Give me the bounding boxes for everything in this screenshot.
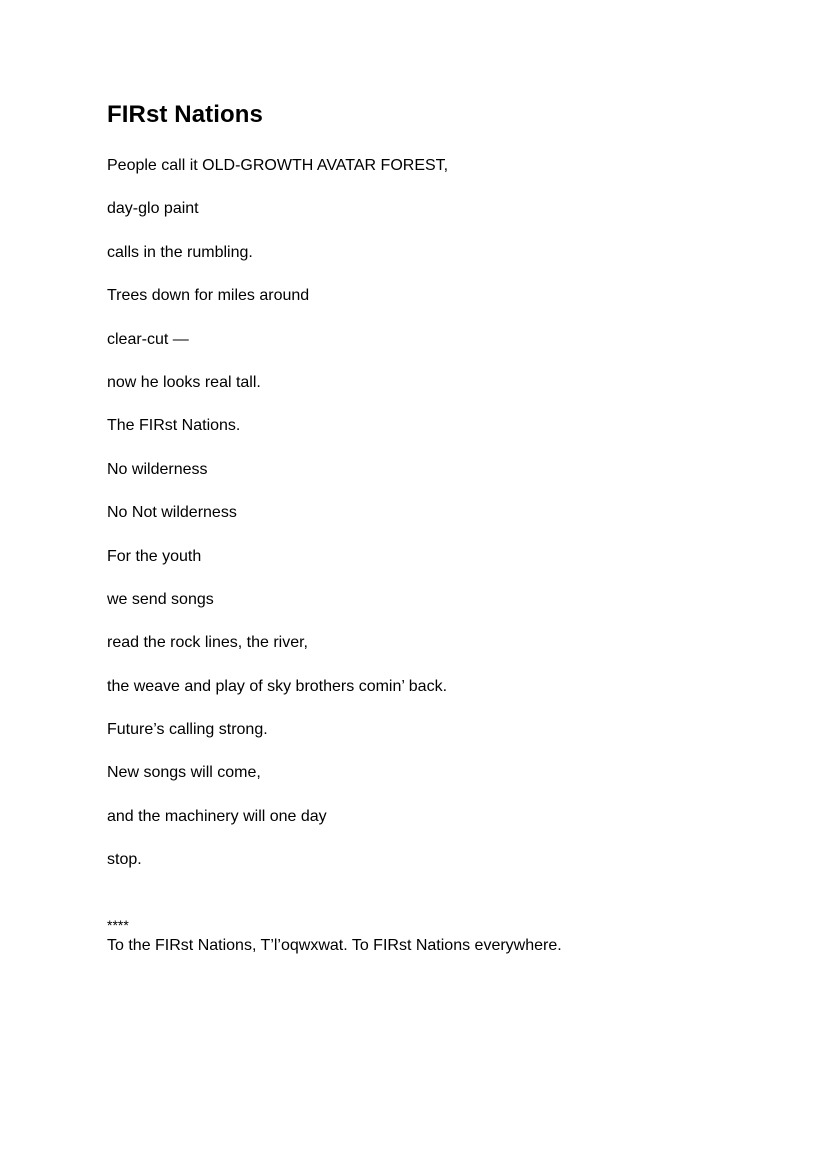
poem-line: No Not wilderness (107, 504, 237, 522)
poem-line: day-glo paint (107, 200, 199, 218)
separator: **** (107, 917, 129, 933)
dedication-text: To the FIRst Nations, T’l’oqwxwat. To FIRst Nations everywhere. (107, 937, 562, 954)
poem-line: New songs will come, (107, 764, 261, 782)
poem-line: stop. (107, 851, 142, 869)
poem-line: the weave and play of sky brothers comin’ back. (107, 677, 448, 695)
poem-line: we send songs (107, 590, 214, 608)
poem-line: clear-cut — (107, 330, 189, 348)
poem-line: Future’s calling strong. (107, 721, 268, 739)
poem-line: and the machinery will one day (107, 807, 327, 825)
poem-line: now he looks real tall. (107, 373, 261, 391)
poem-line: Trees down for miles around (107, 287, 310, 305)
poem-body (107, 155, 448, 893)
poem-line: No wilderness (107, 460, 208, 478)
poem-line: For the youth (107, 547, 202, 565)
poem-title: FIRst Nations (107, 101, 263, 128)
poem-line: read the rock lines, the river, (107, 634, 308, 652)
poem-line: calls in the rumbling. (107, 243, 253, 261)
dedication-block (107, 915, 562, 957)
poem-line: People call it OLD-GROWTH AVATAR FOREST, (107, 157, 449, 174)
poem-line: The FIRst Nations. (107, 417, 241, 435)
